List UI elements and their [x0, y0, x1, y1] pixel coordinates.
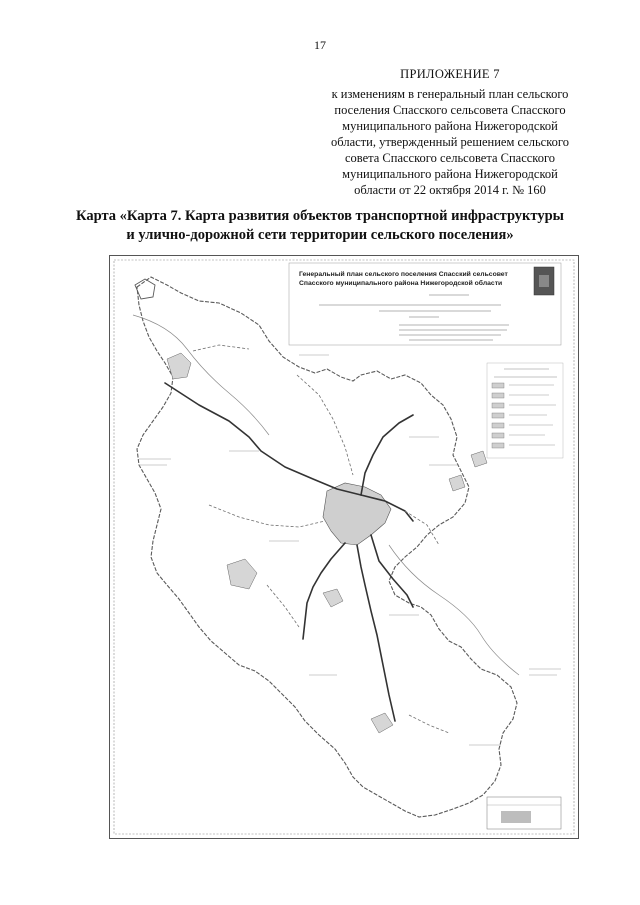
map-header-line: Спасского муниципального района Нижегородской области: [299, 280, 503, 287]
appendix-title: ПРИЛОЖЕНИЕ 7: [400, 67, 500, 81]
appendix-line: муниципального района Нижегородской: [342, 119, 558, 133]
document-title: [20, 207, 620, 245]
appendix-text: [300, 86, 600, 198]
map-header-line: Генеральный план сельского поселения Спасский сельсовет: [299, 271, 508, 278]
map-stamp-block: [487, 797, 561, 829]
map-sheet: [109, 255, 579, 839]
page-number: 17: [314, 38, 326, 52]
map-legend: [487, 363, 563, 458]
appendix-line: области от 22 октября 2014 г. № 160: [354, 183, 546, 197]
title-line: и улично-дорожной сети территории сельского поселения»: [126, 227, 514, 243]
appendix-line: совета Спасского сельсовета Спасского: [344, 151, 556, 165]
appendix-line: области, утвержденный решением сельского: [331, 135, 569, 149]
appendix-line: к изменениям в генеральный план сельского: [331, 87, 569, 101]
title-line: Карта «Карта 7. Карта развития объектов транспортной инфраструктуры: [76, 208, 564, 224]
appendix-line: муниципального района Нижегородской: [342, 167, 558, 181]
appendix-line: поселения Спасского сельсовета Спасского: [334, 103, 566, 117]
